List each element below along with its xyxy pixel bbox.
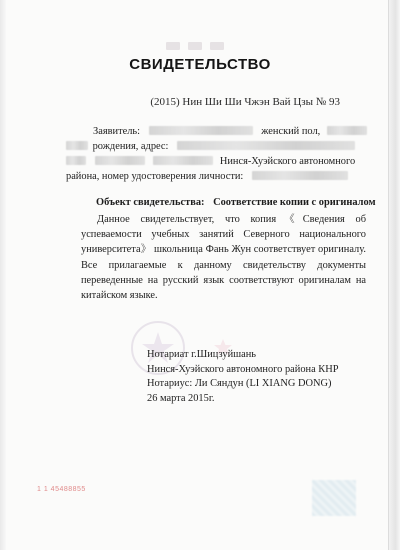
page-left-edge (0, 0, 6, 550)
redacted-address (177, 141, 355, 150)
serial-number: 1 1 45488855 (37, 486, 86, 493)
object-line (96, 197, 376, 208)
gender-text: женский пол, (261, 126, 321, 137)
notary-block (147, 348, 339, 406)
faint-qr-mark (312, 480, 356, 516)
birth-address-text: рождения, адрес: (92, 141, 169, 152)
redacted-name (149, 126, 253, 135)
applicant-line (93, 126, 367, 137)
redacted-date (66, 141, 88, 150)
id-label: района, номер удостоверения личности: (66, 171, 244, 182)
region-line (66, 156, 355, 167)
redacted-address-4 (153, 156, 213, 165)
redacted-address-3 (95, 156, 145, 165)
document-title: СВИДЕТЕЛЬСТВО (129, 56, 271, 73)
region-text: Нинся-Хуэйского автономного (219, 156, 356, 167)
certification-paragraph: Данное свидетельствует, что копия《Сведения об успеваемости учебных занятий Северного национального университета》 школьница Фань Жун соответствует оригиналу. Все прилагаемые к данному свидетельству документы переведенные на русский язык соответствуют оригиналам на китайском языке. (81, 214, 366, 302)
object-value: Соответствие копии с оригиналом (213, 197, 376, 208)
object-label: Объект свидетельства: (96, 197, 205, 208)
notary-office: Нотариат г.Шицзуйшань (147, 349, 257, 360)
applicant-label: Заявитель: (93, 126, 141, 137)
redacted-birth-year (327, 126, 367, 135)
redacted-id-number (252, 171, 348, 180)
notary-region: Нинся-Хуэйского автономного района КНР (147, 363, 339, 375)
id-line (66, 171, 348, 182)
redacted-address-2 (66, 156, 86, 165)
document-date: 26 марта 2015г. (147, 392, 215, 404)
certificate-number: (2015) Нин Ши Ши Чжэн Вай Цзы № 93 (150, 96, 340, 108)
address-line (66, 141, 355, 152)
page-right-edge (388, 0, 400, 550)
faint-header-watermark (166, 37, 236, 47)
notary-person: Нотариус: Ли Сяндун (LI XIANG DONG) (147, 378, 332, 390)
